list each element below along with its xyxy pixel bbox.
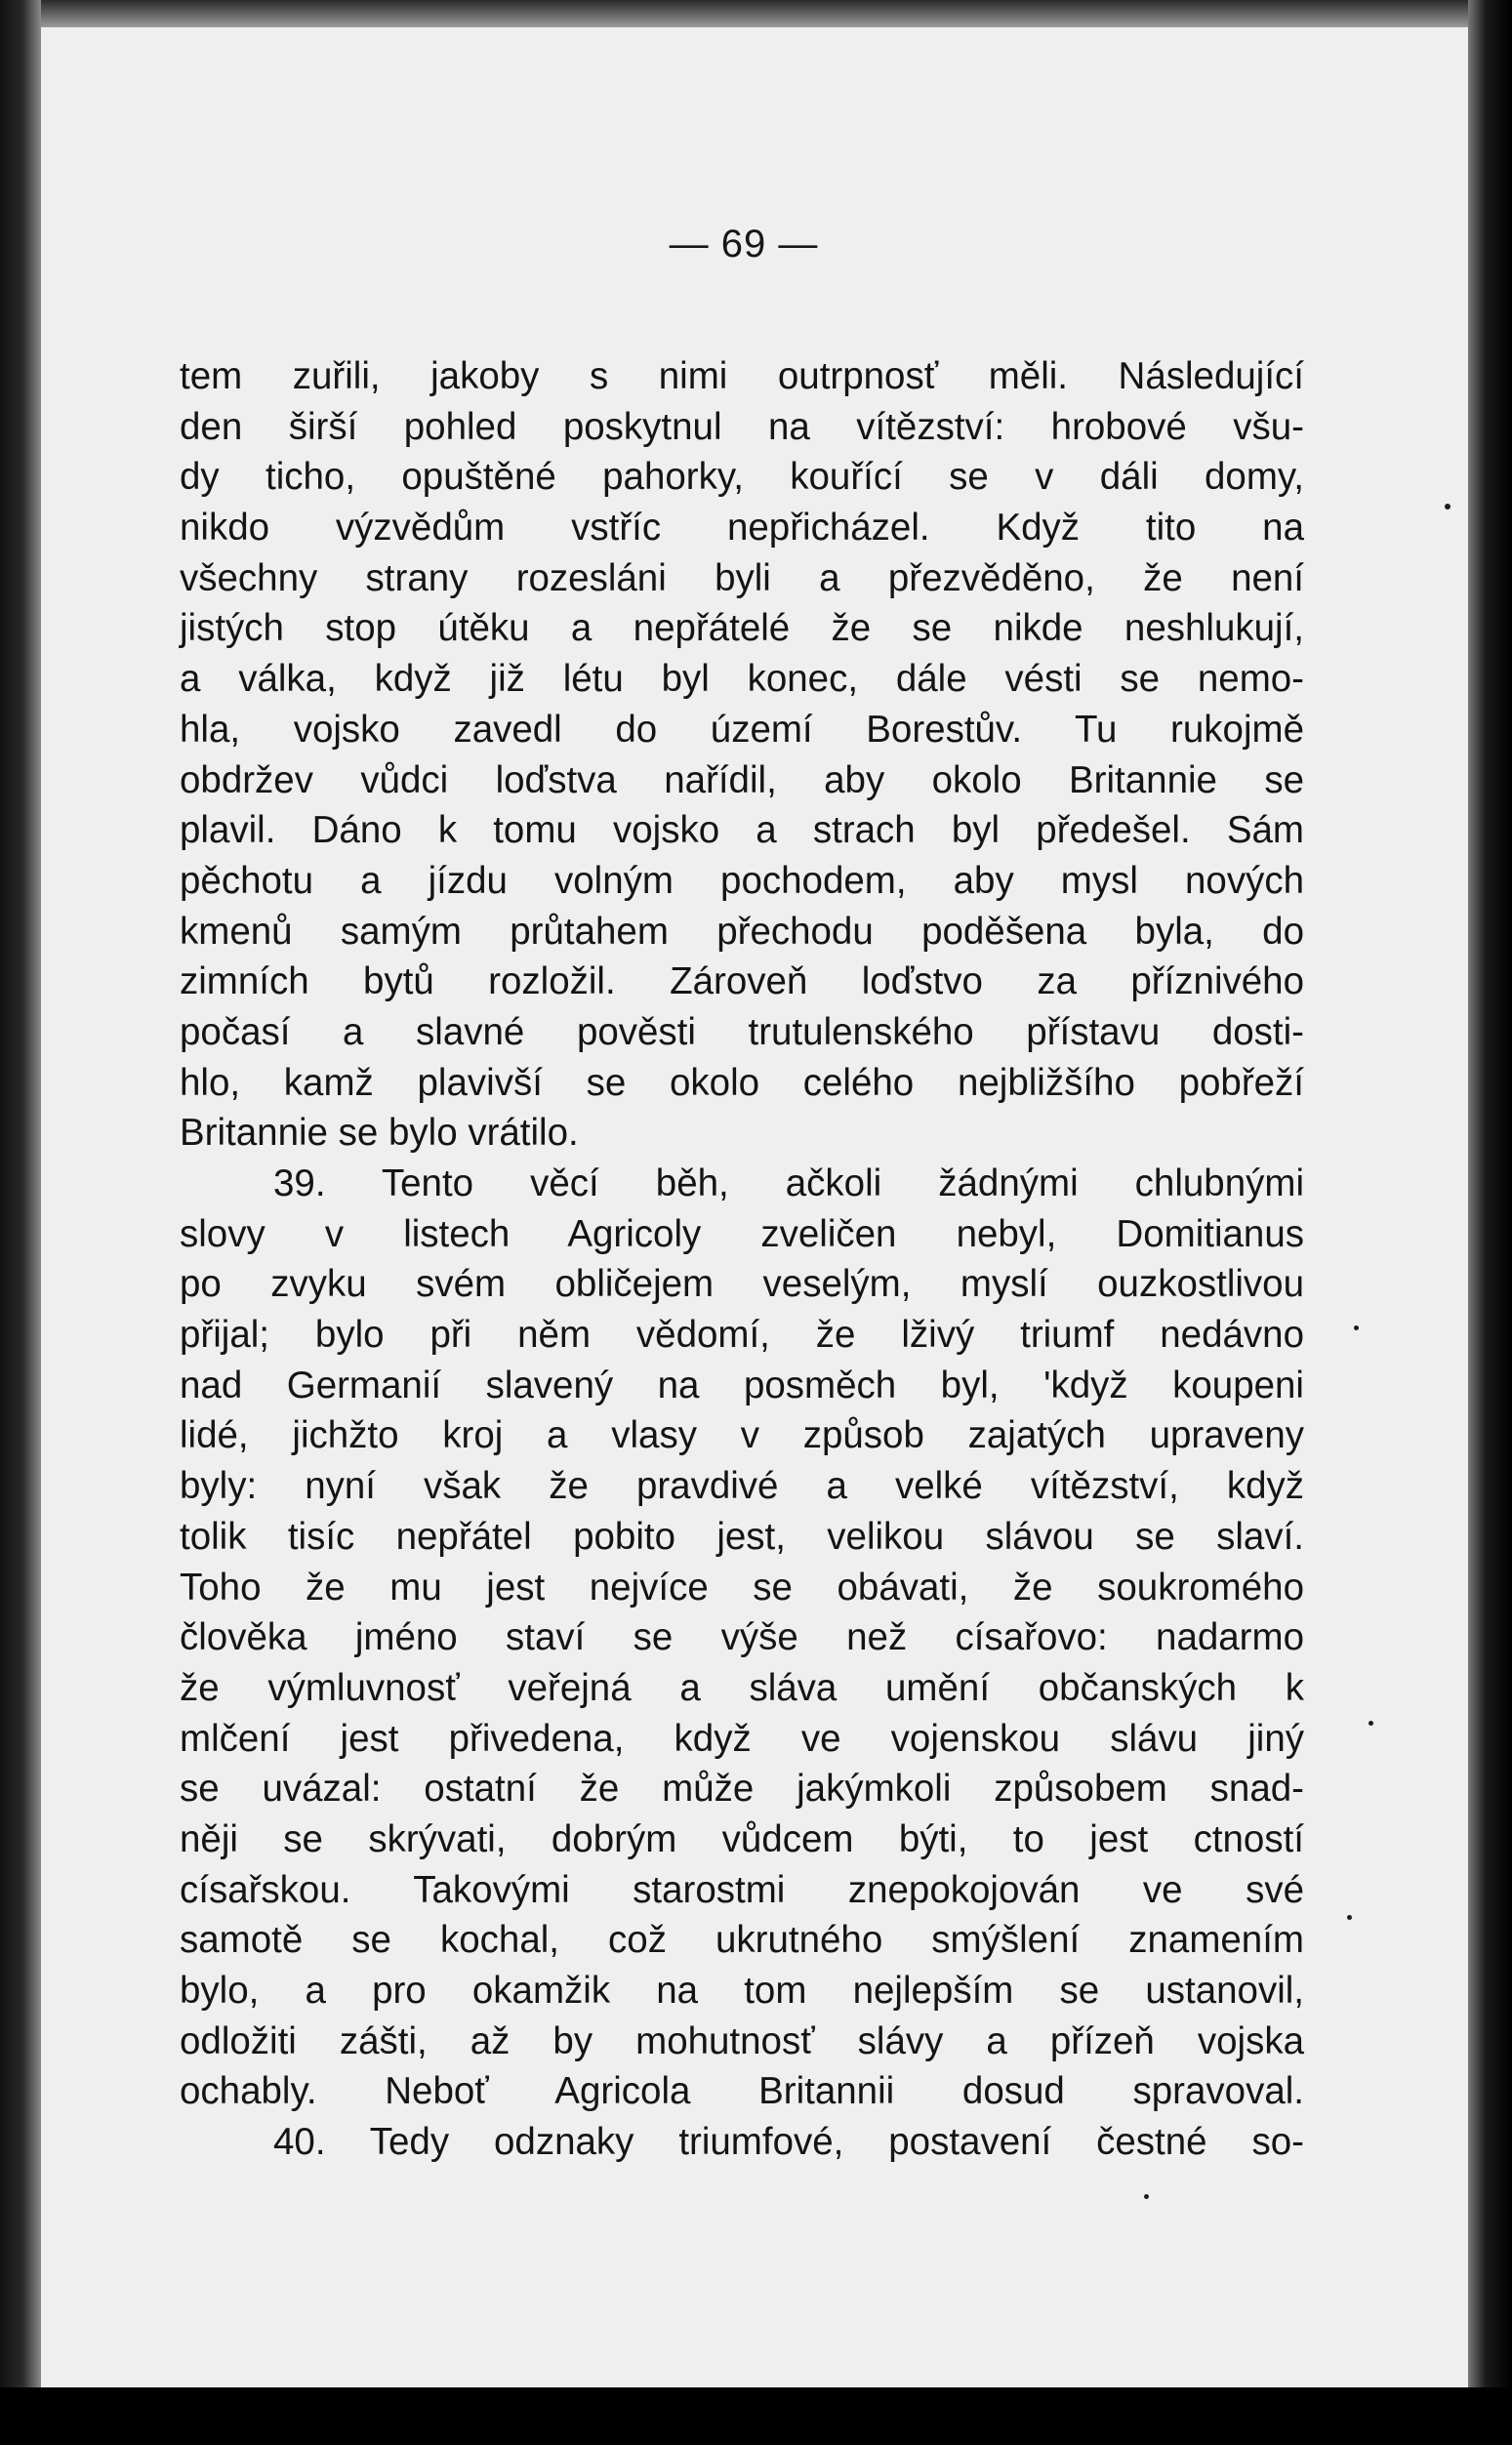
text-line: Toho že mu jest nejvíce se obávati, že soukromého — [180, 1566, 1304, 1609]
text-line: něji se skrývati, dobrým vůdcem býti, to jest ctností — [180, 1817, 1304, 1860]
text-line: počasí a slavné pověsti trutulenského přístavu dosti- — [180, 1010, 1304, 1053]
text-line: hla, vojsko zavedl do území Borestův. Tu rukojmě — [180, 708, 1304, 751]
scan-speck — [1369, 1721, 1373, 1726]
text-line: jistých stop útěku a nepřátelé že se nikde neshlukují, — [180, 607, 1304, 650]
text-line: se uvázal: ostatní že může jakýmkoli způsobem snad- — [180, 1768, 1304, 1811]
text-line: tem zuřili, jakoby s nimi outrpnosť měli. Následující — [180, 355, 1304, 397]
text-line: že výmluvnosť veřejná a sláva umění občanských k — [180, 1666, 1304, 1709]
text-line: lidé, jichžto kroj a vlasy v způsob zajatých upraveny — [180, 1414, 1304, 1457]
scan-speck — [1445, 504, 1451, 509]
text-line: ochably. Neboť Agricola Britannii dosud spravoval. — [180, 2070, 1304, 2113]
scan-right-edge — [1468, 0, 1512, 2445]
body-text — [180, 351, 1304, 2168]
text-line: bylo, a pro okamžik na tom nejlepším se ustanovil, — [180, 1970, 1304, 2012]
text-line: přijal; bylo při něm vědomí, že lživý triumf nedávno — [180, 1314, 1304, 1357]
scan-top-edge — [0, 0, 1512, 27]
text-line: a válka, když již létu byl konec, dále vésti se nemo- — [180, 658, 1304, 701]
text-line: po zvyku svém obličejem veselým, myslí ouzkostlivou — [180, 1263, 1304, 1306]
paragraph-end-line: Britannie se bylo vrátilo. — [180, 1112, 579, 1155]
text-line: zimních bytů rozložil. Zároveň loďstvo za příznivého — [180, 960, 1304, 1003]
text-line: pěchotu a jízdu volným pochodem, aby mysl nových — [180, 859, 1304, 902]
text-line: byly: nyní však že pravdivé a velké vítězství, když — [180, 1465, 1304, 1508]
page-number: — 69 — — [669, 223, 819, 265]
text-line: císařskou. Takovými starostmi znepokojován ve své — [180, 1868, 1304, 1911]
text-line: den širší pohled poskytnul na vítězství: hrobové všu- — [180, 405, 1304, 448]
text-line: samotě se kochal, což ukrutného smýšlení znamením — [180, 1919, 1304, 1962]
text-line: nad Germanií slavený na posměch byl, 'když koupeni — [180, 1364, 1304, 1406]
text-line: odložiti zášti, až by mohutnosť slávy a přízeň vojska — [180, 2019, 1304, 2062]
section-39-start: 39. Tento věcí běh, ačkoli žádnými chlubnými — [273, 1162, 1304, 1204]
book-page — [41, 27, 1468, 2387]
text-line: mlčení jest přivedena, když ve vojenskou slávu jiný — [180, 1717, 1304, 1760]
text-line: hlo, kamž plavivší se okolo celého nejbližšího pobřeží — [180, 1061, 1304, 1104]
text-line: tolik tisíc nepřátel pobito jest, velikou slávou se slaví. — [180, 1515, 1304, 1558]
scan-speck — [1144, 2194, 1149, 2199]
text-line: všechny strany rozesláni byli a přezvěděno, že není — [180, 556, 1304, 599]
text-line: plavil. Dáno k tomu vojsko a strach byl předešel. Sám — [180, 809, 1304, 852]
scan-bottom-edge — [0, 2387, 1512, 2445]
scan-binding-edge — [0, 0, 41, 2445]
text-line: slovy v listech Agricoly zveličen nebyl, Domitianus — [180, 1212, 1304, 1255]
text-line: dy ticho, opuštěné pahorky, kouřící se v dáli domy, — [180, 456, 1304, 499]
section-40-start: 40. Tedy odznaky triumfové, postavení čestné so- — [273, 2121, 1304, 2164]
text-line: kmenů samým průtahem přechodu poděšena byla, do — [180, 910, 1304, 953]
text-line: obdržev vůdci loďstva nařídil, aby okolo Britannie se — [180, 758, 1304, 801]
text-line: člověka jméno staví se výše než císařovo: nadarmo — [180, 1616, 1304, 1659]
scan-speck — [1347, 1915, 1352, 1920]
text-line: nikdo výzvědům vstříc nepřicházel. Když tito na — [180, 507, 1304, 550]
scan-speck — [1354, 1325, 1359, 1330]
